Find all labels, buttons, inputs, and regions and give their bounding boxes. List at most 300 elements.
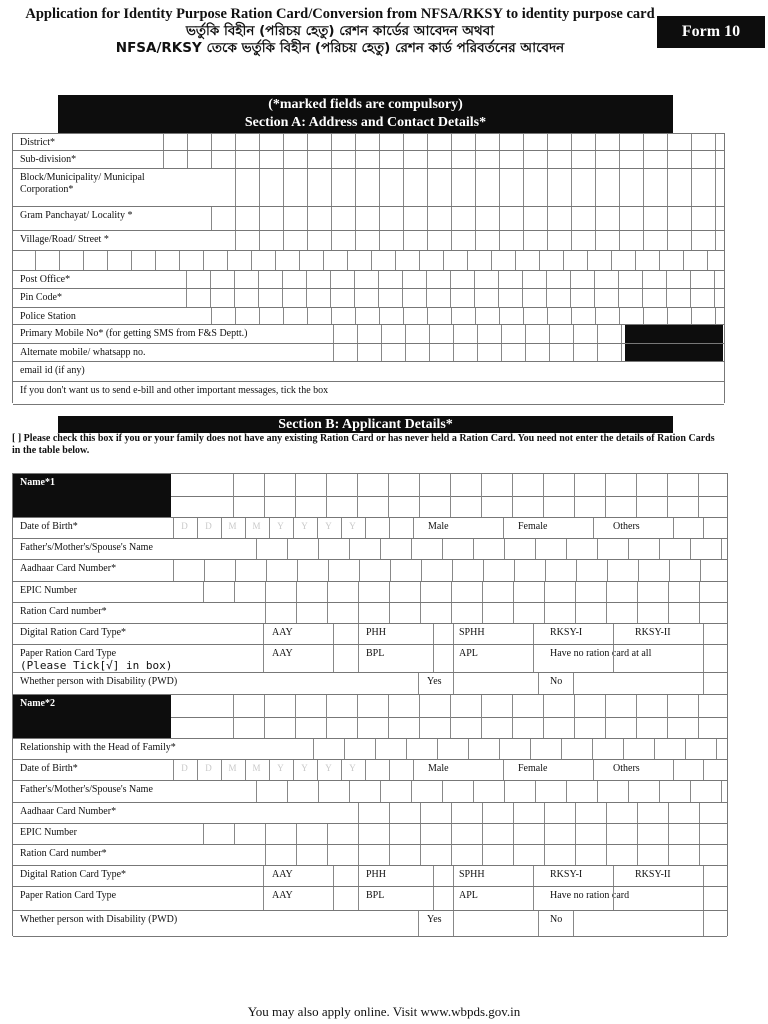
section-b-title: Section B: Applicant Details* (58, 416, 673, 433)
cell-divider (307, 308, 308, 325)
cell-divider (263, 887, 264, 911)
cell-divider (426, 271, 427, 289)
cell-divider (571, 231, 572, 251)
card-type-option-2[interactable]: APL (459, 890, 478, 901)
cell-divider (433, 624, 434, 645)
pin-code-row[interactable] (13, 288, 724, 308)
cell-divider (539, 251, 540, 271)
cell-divider (566, 781, 567, 803)
applicant2-digital-type-row[interactable] (13, 865, 727, 887)
cell-divider (259, 169, 260, 207)
cell-divider (354, 271, 355, 289)
applicant1-dob-row[interactable] (13, 517, 727, 539)
applicant1-name-row[interactable] (13, 473, 727, 518)
cell-divider (331, 308, 332, 325)
cell-divider (264, 474, 265, 518)
subdivision-row[interactable] (13, 150, 724, 169)
cell-divider (546, 271, 547, 289)
dob-placeholder: M (228, 521, 237, 531)
cell-divider (433, 887, 434, 911)
cell-divider (544, 582, 545, 603)
cell-divider (318, 781, 319, 803)
applicant2-relationship-row[interactable] (13, 738, 727, 760)
cell-divider (574, 695, 575, 739)
cell-divider (606, 824, 607, 845)
dob-placeholder: Y (301, 763, 308, 773)
cell-divider (547, 231, 548, 251)
cell-divider (523, 134, 524, 151)
cell-divider (597, 325, 598, 344)
cell-divider (327, 603, 328, 624)
cell-divider (283, 308, 284, 325)
cell-divider (296, 582, 297, 603)
card-type-option-1[interactable]: BPL (366, 890, 385, 901)
cell-divider (403, 169, 404, 207)
village-road-street-row[interactable] (13, 230, 724, 251)
block-row[interactable] (13, 168, 724, 207)
cell-divider (442, 539, 443, 560)
section-a-header (58, 95, 673, 134)
cell-divider (659, 251, 660, 271)
cell-divider (450, 474, 451, 518)
cell-divider (203, 582, 204, 603)
applicant1-pwd-row[interactable] (13, 672, 727, 695)
cell-divider (499, 169, 500, 207)
applicant2-ration-number-row-label: Ration Card number* (20, 848, 107, 859)
no-ration-card-checkbox-note[interactable]: [ ] Please check this box if you or your family does not have any existing Ration Card or has never held a Ration Card. You need not enter the details of Ration Cards in the table below. (12, 433, 715, 456)
cell-divider (474, 289, 475, 308)
cell-divider (83, 251, 84, 271)
cell-divider (482, 582, 483, 603)
card-type-option-0[interactable]: AAY (272, 648, 293, 659)
cell-divider (501, 325, 502, 344)
cell-divider (296, 603, 297, 624)
cell-divider (547, 134, 548, 151)
applicant2-dob-row-label: Date of Birth* (20, 763, 78, 774)
card-type-option-2[interactable]: SPHH (459, 869, 485, 880)
cell-divider (715, 231, 716, 251)
ebill-optout-label: If you don't want us to send e-bill and other important messages, tick the box (20, 385, 329, 396)
cell-divider (379, 151, 380, 169)
cell-divider (420, 845, 421, 866)
cell-divider (375, 739, 376, 760)
cell-divider (210, 271, 211, 289)
cell-divider (597, 344, 598, 362)
gender-female-option[interactable]: Female (518, 763, 548, 774)
cell-divider (358, 603, 359, 624)
cell-divider (349, 539, 350, 560)
cell-divider (698, 474, 699, 518)
cell-divider (544, 803, 545, 824)
card-type-option-0[interactable]: AAY (272, 869, 293, 880)
cell-divider (283, 207, 284, 231)
applicant2-dob-row[interactable] (13, 759, 727, 781)
cell-divider (699, 803, 700, 824)
cell-divider (258, 271, 259, 289)
cell-divider (499, 134, 500, 151)
block-label-line1: Block/Municipality/ Municipal (20, 172, 145, 183)
cell-divider (450, 271, 451, 289)
district-row[interactable] (13, 133, 724, 151)
cell-divider (403, 308, 404, 325)
cell-divider (573, 911, 574, 936)
applicant2-aadhaar-row[interactable] (13, 802, 727, 824)
cell-divider (691, 231, 692, 251)
cell-divider (573, 673, 574, 695)
cell-divider (594, 271, 595, 289)
cell-divider (570, 271, 571, 289)
card-type-option-0[interactable]: AAY (272, 627, 293, 638)
cell-divider (699, 582, 700, 603)
cell-divider (186, 289, 187, 308)
cell-divider (429, 325, 430, 344)
cell-divider (563, 251, 564, 271)
card-type-option-2[interactable]: SPHH (459, 627, 485, 638)
cell-divider (606, 582, 607, 603)
cell-divider (235, 308, 236, 325)
cell-divider (203, 824, 204, 845)
cell-divider (667, 695, 668, 739)
cell-divider (491, 251, 492, 271)
cell-divider (349, 781, 350, 803)
cell-divider (619, 231, 620, 251)
applicant1-paper-type-row[interactable] (13, 644, 727, 673)
cell-divider (306, 271, 307, 289)
cell-divider (389, 518, 390, 539)
cell-divider (475, 207, 476, 231)
applicant1-digital-type-row[interactable] (13, 623, 727, 645)
cell-divider (429, 344, 430, 362)
cell-divider (389, 582, 390, 603)
gender-male-option[interactable]: Male (428, 763, 449, 774)
cell-divider (406, 739, 407, 760)
primary-mobile-label: Primary Mobile No* (for getting SMS from F&S Deptt.) (20, 328, 248, 339)
cell-divider (515, 251, 516, 271)
cell-divider (474, 271, 475, 289)
cell-divider (307, 207, 308, 231)
dob-placeholder: M (252, 521, 261, 531)
cell-divider (666, 289, 667, 308)
cell-divider (543, 474, 544, 518)
dob-placeholder: Y (325, 763, 332, 773)
cell-divider (544, 845, 545, 866)
cell-divider (513, 582, 514, 603)
cell-divider (179, 251, 180, 271)
cell-divider (571, 151, 572, 169)
cell-divider (211, 308, 212, 325)
gender-others-option[interactable]: Others (613, 521, 640, 532)
subdivision-label: Sub-division* (20, 154, 77, 165)
applicant1-ration-number-row[interactable] (13, 602, 727, 624)
cell-divider (523, 231, 524, 251)
applicant1-aadhaar-row[interactable] (13, 559, 727, 582)
police-station-row[interactable] (13, 307, 724, 325)
form-number-badge: Form 10 (657, 16, 765, 48)
cell-divider (379, 231, 380, 251)
cell-divider (282, 271, 283, 289)
cell-divider (637, 582, 638, 603)
cell-divider (330, 289, 331, 308)
gender-female-option[interactable]: Female (518, 521, 548, 532)
cell-divider (619, 134, 620, 151)
applicant2-name-row[interactable] (13, 694, 727, 739)
cell-divider (637, 603, 638, 624)
cell-divider (533, 866, 534, 887)
cell-divider (530, 739, 531, 760)
dob-placeholder: Y (349, 521, 356, 531)
applicant1-epic-row[interactable] (13, 581, 727, 603)
cell-divider (405, 325, 406, 344)
form-header (20, 6, 660, 57)
cell-divider (258, 289, 259, 308)
shaded-block (625, 344, 723, 362)
cell-divider (477, 325, 478, 344)
card-type-option-4[interactable]: RKSY-II (635, 627, 671, 638)
applicant1-name-row-label: Name*1 (20, 477, 55, 488)
pwd-yes-option[interactable]: Yes (427, 914, 442, 925)
cell-divider (668, 824, 669, 845)
cell-divider (427, 169, 428, 207)
cell-divider (613, 866, 614, 887)
cell-divider (163, 151, 164, 169)
cell-divider (427, 151, 428, 169)
cell-divider (703, 866, 704, 887)
cell-divider (427, 134, 428, 151)
cell-divider (403, 207, 404, 231)
cell-divider (512, 474, 513, 518)
cell-divider (287, 539, 288, 560)
cell-divider (667, 169, 668, 207)
cell-divider (571, 134, 572, 151)
cell-divider (594, 289, 595, 308)
cell-divider (595, 134, 596, 151)
cell-divider (331, 134, 332, 151)
cell-divider (667, 134, 668, 151)
cell-divider (358, 803, 359, 824)
cell-divider (381, 325, 382, 344)
cell-divider (420, 582, 421, 603)
cell-divider (667, 474, 668, 518)
cell-divider (643, 134, 644, 151)
cell-divider (613, 887, 614, 911)
cell-divider (623, 739, 624, 760)
cell-divider (525, 325, 526, 344)
cell-divider (333, 887, 334, 911)
cell-divider (533, 624, 534, 645)
applicant2-parent-name-row[interactable] (13, 780, 727, 803)
alternate-mobile-row[interactable] (13, 343, 724, 362)
cell-divider (475, 151, 476, 169)
cell-divider (333, 645, 334, 673)
cell-divider (504, 539, 505, 560)
cell-divider (451, 134, 452, 151)
cell-divider (637, 803, 638, 824)
gram-panchayat-label: Gram Panchayat/ Locality * (20, 210, 133, 221)
cell-divider (667, 151, 668, 169)
cell-divider (204, 560, 205, 582)
cell-divider (721, 539, 722, 560)
cell-divider (259, 308, 260, 325)
cell-divider (283, 151, 284, 169)
card-type-option-3[interactable]: RKSY-I (550, 869, 583, 880)
cell-divider (333, 344, 334, 362)
cell-divider (575, 803, 576, 824)
card-type-option-1[interactable]: BPL (366, 648, 385, 659)
pwd-yes-option[interactable]: Yes (427, 676, 442, 687)
cell-divider (355, 308, 356, 325)
card-type-option-1[interactable]: PHH (366, 869, 387, 880)
cell-divider (595, 169, 596, 207)
card-type-option-0[interactable]: AAY (272, 890, 293, 901)
cell-divider (358, 845, 359, 866)
no-ration-card-option[interactable]: Have no ration card at all (550, 648, 652, 659)
applicant1-ration-number-row-label: Ration Card number* (20, 606, 107, 617)
cell-divider (296, 824, 297, 845)
applicant2-ration-number-row[interactable] (13, 844, 727, 866)
no-ration-card-option[interactable]: Have no ration card (550, 890, 630, 901)
cell-divider (621, 344, 622, 362)
cell-divider (355, 169, 356, 207)
cell-divider (691, 134, 692, 151)
cell-divider (483, 560, 484, 582)
cell-divider (418, 911, 419, 936)
cell-divider (453, 645, 454, 673)
card-type-option-1[interactable]: PHH (366, 627, 387, 638)
cell-divider (570, 289, 571, 308)
cell-divider (331, 151, 332, 169)
cell-divider (419, 695, 420, 739)
cell-divider (643, 308, 644, 325)
card-type-option-2[interactable]: APL (459, 648, 478, 659)
post-office-row[interactable] (13, 270, 724, 289)
cell-divider (235, 207, 236, 231)
pwd-no-option[interactable]: No (550, 676, 563, 687)
cell-divider (715, 308, 716, 325)
cell-divider (437, 739, 438, 760)
pwd-no-option[interactable]: No (550, 914, 563, 925)
cell-divider (635, 251, 636, 271)
cell-divider (418, 673, 419, 695)
cell-divider (595, 231, 596, 251)
cell-divider (575, 603, 576, 624)
ebill-optout-row[interactable] (13, 381, 724, 405)
cell-divider (187, 151, 188, 169)
cell-divider (259, 231, 260, 251)
card-type-option-3[interactable]: RKSY-I (550, 627, 583, 638)
cell-divider (613, 624, 614, 645)
applicant2-epic-row[interactable] (13, 823, 727, 845)
cell-divider (473, 781, 474, 803)
cell-divider (453, 344, 454, 362)
cell-divider (547, 308, 548, 325)
village-continuation-row[interactable] (13, 250, 724, 271)
cell-divider (187, 134, 188, 151)
cell-divider (475, 231, 476, 251)
cell-divider (547, 169, 548, 207)
cell-divider (700, 560, 701, 582)
gram-panchayat-row[interactable] (13, 206, 724, 231)
cell-divider (522, 271, 523, 289)
cell-divider (358, 582, 359, 603)
section-a-title: Section A: Address and Contact Details* (244, 115, 487, 130)
card-type-option-4[interactable]: RKSY-II (635, 869, 671, 880)
cell-divider (636, 695, 637, 739)
gender-male-option[interactable]: Male (428, 521, 449, 532)
cell-divider (403, 231, 404, 251)
cell-divider (265, 845, 266, 866)
applicant2-digital-type-row-label: Digital Ration Card Type* (20, 869, 127, 880)
cell-divider (333, 624, 334, 645)
cell-divider (613, 645, 614, 673)
cell-divider (475, 308, 476, 325)
cell-divider (574, 474, 575, 518)
primary-mobile-row[interactable] (13, 324, 724, 344)
cell-divider (131, 251, 132, 271)
cell-divider (263, 624, 264, 645)
cell-divider (107, 251, 108, 271)
cell-divider (411, 781, 412, 803)
applicant2-pwd-row[interactable] (13, 910, 727, 937)
cell-divider (347, 251, 348, 271)
cell-divider (358, 887, 359, 911)
gender-others-option[interactable]: Others (613, 763, 640, 774)
cell-divider (549, 325, 550, 344)
applicant1-paper-type-row-label: Paper Ration Card Type (20, 648, 117, 659)
cell-divider (389, 803, 390, 824)
cell-divider (607, 560, 608, 582)
cell-divider (379, 134, 380, 151)
applicant1-parent-name-row[interactable] (13, 538, 727, 560)
cell-divider (235, 560, 236, 582)
cell-divider (595, 151, 596, 169)
cell-divider (667, 308, 668, 325)
cell-divider (453, 911, 454, 936)
cell-divider (379, 207, 380, 231)
dob-placeholder: D (181, 763, 188, 773)
applicant2-paper-type-row[interactable] (13, 886, 727, 911)
police-station-label: Police Station (20, 311, 76, 322)
cell-divider (619, 151, 620, 169)
cell-divider (481, 695, 482, 739)
cell-divider (575, 582, 576, 603)
applicant1-aadhaar-row-label: Aadhaar Card Number* (20, 563, 117, 574)
cell-divider (595, 207, 596, 231)
cell-divider (235, 231, 236, 251)
cell-divider (378, 289, 379, 308)
dob-placeholder: M (228, 763, 237, 773)
cell-divider (475, 134, 476, 151)
cell-divider (357, 695, 358, 739)
cell-divider (259, 207, 260, 231)
cell-divider (451, 308, 452, 325)
applicant2-relationship-row-label: Relationship with the Head of Family* (20, 742, 176, 753)
cell-divider (549, 344, 550, 362)
cell-divider (642, 271, 643, 289)
cell-divider (668, 603, 669, 624)
cell-divider (691, 207, 692, 231)
section-b-table (12, 473, 728, 936)
cell-divider (481, 474, 482, 518)
cell-divider (643, 231, 644, 251)
cell-divider (453, 866, 454, 887)
cell-divider (388, 695, 389, 739)
cell-divider (378, 271, 379, 289)
cell-divider (234, 271, 235, 289)
email-row[interactable] (13, 361, 724, 382)
cell-divider (504, 781, 505, 803)
cell-divider (263, 866, 264, 887)
cell-divider (690, 289, 691, 308)
